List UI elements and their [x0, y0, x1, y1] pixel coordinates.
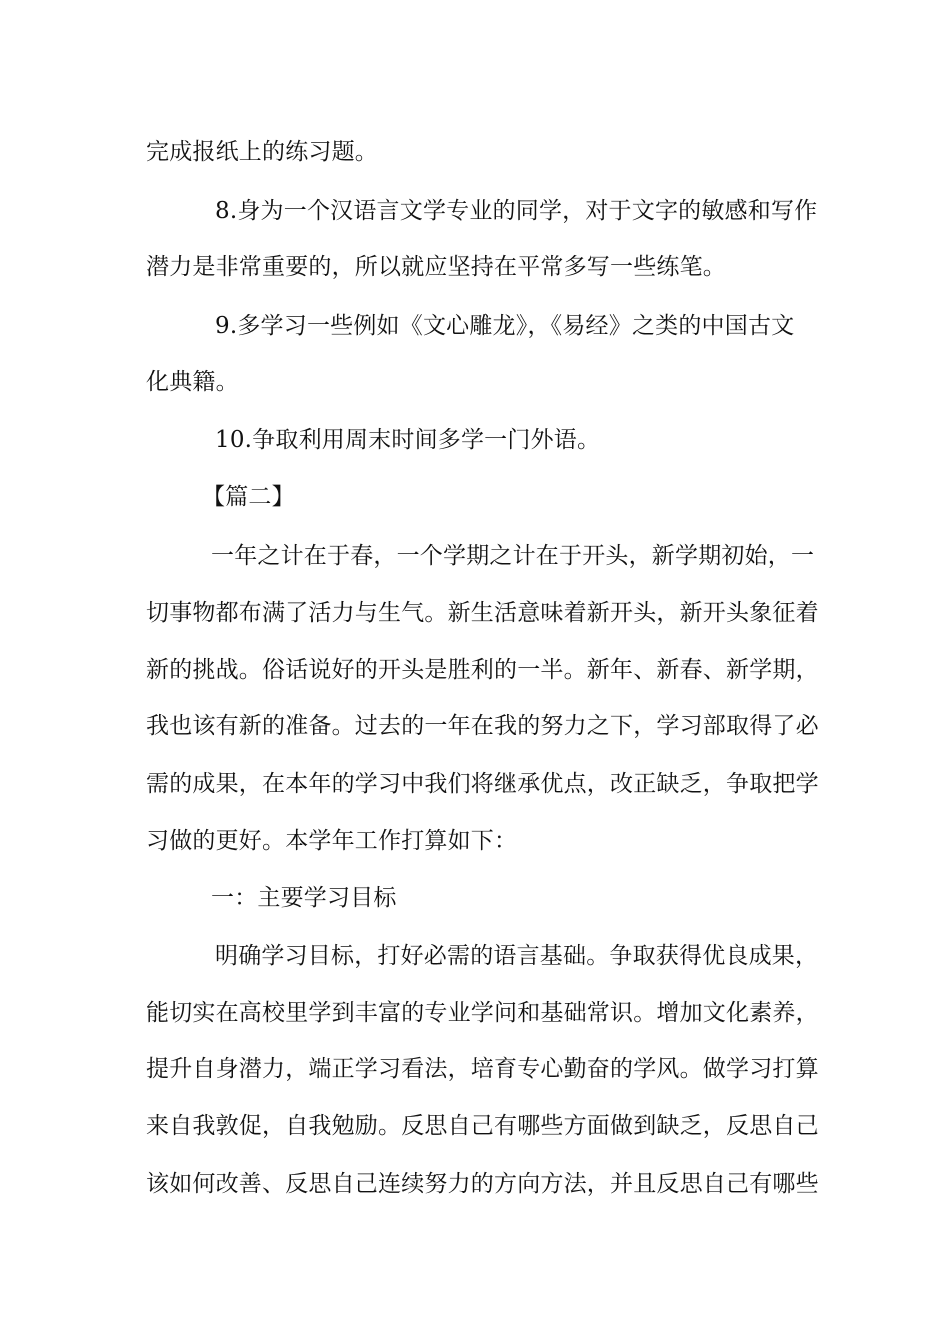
subsection-heading: 一：主要学习目标	[211, 885, 397, 911]
text-line-13: 习做的更好。本学年工作打算如下：	[146, 828, 518, 854]
text-line-18: 来自我敦促，自我勉励。反思自己有哪些方面做到缺乏，反思自己	[146, 1113, 819, 1139]
text-line-17: 提升自身潜力，端正学习看法，培育专心勤奋的学风。做学习打算	[146, 1056, 819, 1082]
text-line-8: 一年之计在于春，一个学期之计在于开头，新学期初始，一	[211, 543, 815, 569]
text-line-11: 我也该有新的准备。过去的一年在我的努力之下，学习部取得了必	[146, 713, 819, 739]
text-line-1: 完成报纸上的练习题。	[146, 139, 378, 165]
text-line-19: 该如何改善、反思自己连续努力的方向方法，并且反思自己有哪些	[146, 1171, 819, 1197]
section-heading: 【篇二】	[202, 484, 295, 510]
text-line-10: 新的挑战。俗话说好的开头是胜利的一半。新年、新春、新学期，	[146, 657, 819, 683]
text-line-5: 化典籍。	[146, 369, 239, 395]
text-line-16: 能切实在高校里学到丰富的专业学问和基础常识。增加文化素养，	[146, 1000, 819, 1026]
text-line-15: 明确学习目标，打好必需的语言基础。争取获得优良成果，	[215, 943, 819, 969]
text-line-2: 8.身为一个汉语言文学专业的同学，对于文字的敏感和写作	[215, 198, 818, 224]
text-line-12: 需的成果，在本年的学习中我们将继承优点，改正缺乏，争取把学	[146, 771, 819, 797]
text-line-3: 潜力是非常重要的，所以就应坚持在平常多写一些练笔。	[146, 254, 726, 280]
text-line-4: 9.多学习一些例如《文心雕龙》，《易经》之类的中国古文	[215, 313, 795, 339]
text-line-6: 10.争取利用周末时间多学一门外语。	[215, 427, 601, 453]
text-line-9: 切事物都布满了活力与生气。新生活意味着新开头，新开头象征着	[146, 600, 819, 626]
